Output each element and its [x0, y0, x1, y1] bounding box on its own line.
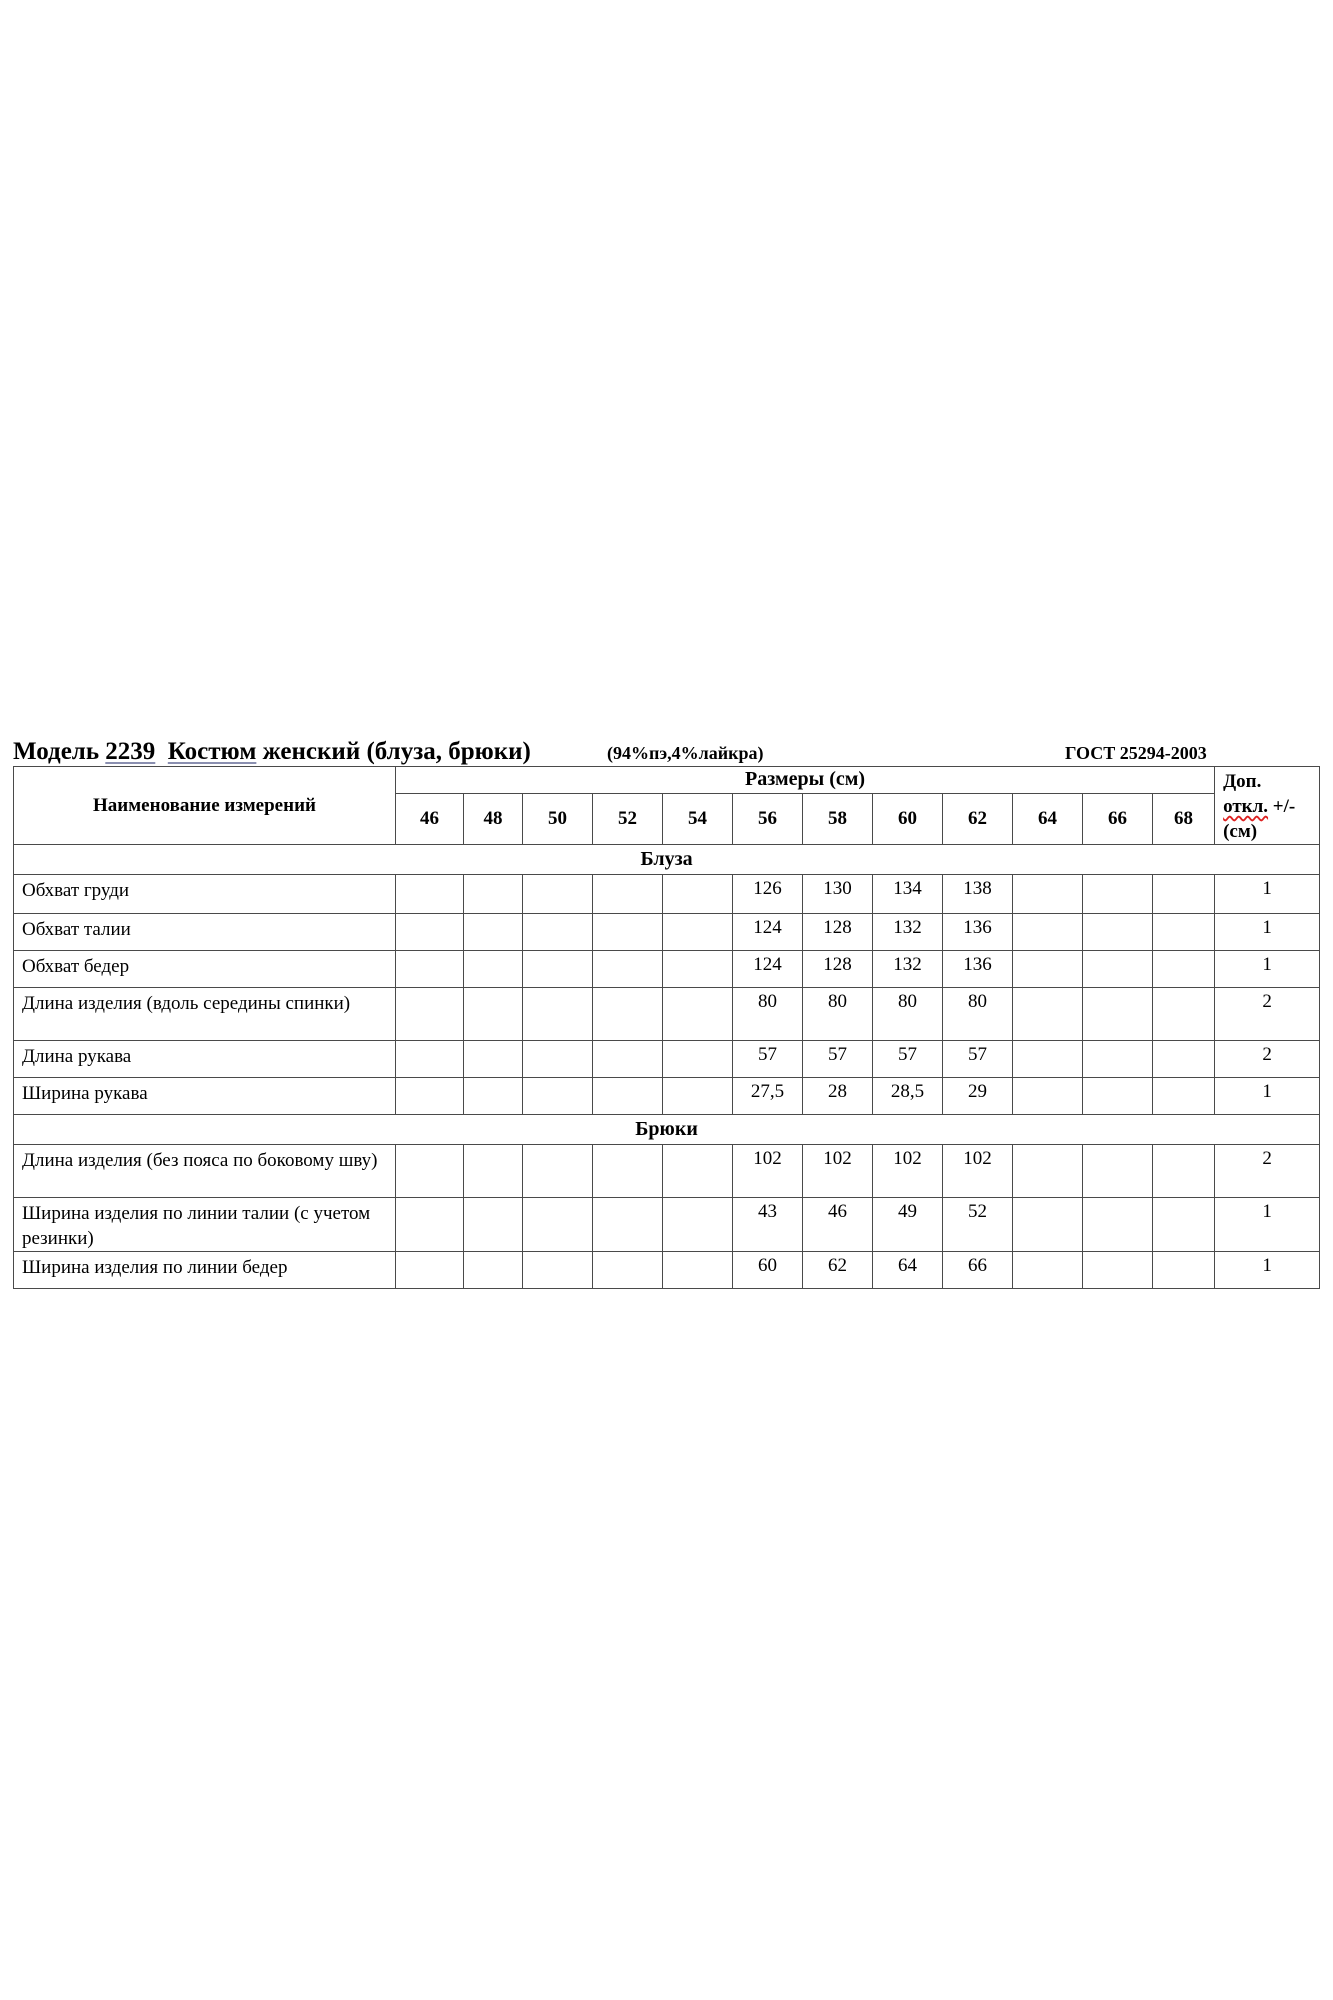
measurement-name: Обхват бедер [14, 951, 396, 988]
tolerance-value: 1 [1215, 1078, 1320, 1115]
size-value-58: 128 [803, 914, 873, 951]
table-row [14, 1145, 1320, 1198]
size-value-58: 102 [803, 1145, 873, 1198]
size-value-54 [663, 1198, 733, 1252]
size-header-62: 62 [943, 793, 1013, 844]
product-name: Костюм [167, 738, 257, 765]
size-value-68 [1153, 951, 1215, 988]
measurement-name-header: Наименование измерений [14, 767, 396, 845]
table-row [14, 1041, 1320, 1078]
size-value-54 [663, 988, 733, 1041]
size-value-46 [396, 988, 464, 1041]
size-value-54 [663, 914, 733, 951]
gost-standard: ГОСТ 25294-2003 [1065, 743, 1207, 763]
size-value-58: 46 [803, 1198, 873, 1252]
size-value-48 [464, 1145, 523, 1198]
size-value-48 [464, 988, 523, 1041]
size-value-68 [1153, 1078, 1215, 1115]
size-value-50 [523, 1078, 593, 1115]
size-value-66 [1083, 1198, 1153, 1252]
size-value-48 [464, 914, 523, 951]
size-value-64 [1013, 1078, 1083, 1115]
table-row [14, 914, 1320, 951]
size-value-48 [464, 1041, 523, 1078]
size-value-56: 27,5 [733, 1078, 803, 1115]
size-value-66 [1083, 988, 1153, 1041]
measurement-name: Длина изделия (вдоль середины спинки) [14, 988, 396, 1041]
size-value-50 [523, 988, 593, 1041]
document-header [13, 738, 1323, 766]
size-value-58: 28 [803, 1078, 873, 1115]
section-row [14, 845, 1320, 875]
size-value-50 [523, 1145, 593, 1198]
measurement-name: Ширина изделия по линии бедер [14, 1252, 396, 1289]
size-value-50 [523, 1252, 593, 1289]
size-value-60: 49 [873, 1198, 943, 1252]
size-value-64 [1013, 988, 1083, 1041]
tolerance-value: 1 [1215, 1198, 1320, 1252]
size-value-48 [464, 1198, 523, 1252]
size-value-48 [464, 1252, 523, 1289]
table-row [14, 1198, 1320, 1252]
size-value-62: 102 [943, 1145, 1013, 1198]
size-header-46: 46 [396, 793, 464, 844]
size-value-54 [663, 1078, 733, 1115]
model-title [13, 738, 531, 766]
size-value-46 [396, 1252, 464, 1289]
tolerance-sign: +/- [1268, 796, 1296, 817]
size-value-52 [593, 1198, 663, 1252]
size-value-66 [1083, 1041, 1153, 1078]
tolerance-value: 1 [1215, 951, 1320, 988]
size-value-68 [1153, 1145, 1215, 1198]
size-value-46 [396, 1198, 464, 1252]
size-header-58: 58 [803, 793, 873, 844]
size-value-50 [523, 1198, 593, 1252]
section-row [14, 1115, 1320, 1145]
measurement-name: Ширина изделия по линии талии (с учетом резинки) [14, 1198, 396, 1252]
size-value-50 [523, 951, 593, 988]
size-value-60: 132 [873, 951, 943, 988]
size-header-60: 60 [873, 793, 943, 844]
table-row [14, 1252, 1320, 1289]
tolerance-word: откл. [1223, 796, 1269, 817]
size-value-58: 130 [803, 875, 873, 914]
table-row [14, 875, 1320, 914]
size-value-60: 28,5 [873, 1078, 943, 1115]
size-value-60: 132 [873, 914, 943, 951]
size-value-66 [1083, 875, 1153, 914]
measurement-name: Ширина рукава [14, 1078, 396, 1115]
size-value-56: 124 [733, 914, 803, 951]
size-value-68 [1153, 1252, 1215, 1289]
size-header-54: 54 [663, 793, 733, 844]
size-value-52 [593, 951, 663, 988]
size-header-50: 50 [523, 793, 593, 844]
size-value-52 [593, 1041, 663, 1078]
size-value-62: 136 [943, 914, 1013, 951]
size-value-62: 136 [943, 951, 1013, 988]
size-value-68 [1153, 1198, 1215, 1252]
measurement-name: Длина изделия (без пояса по боковому шву) [14, 1145, 396, 1198]
size-value-66 [1083, 951, 1153, 988]
size-value-68 [1153, 988, 1215, 1041]
size-header-66: 66 [1083, 793, 1153, 844]
size-value-58: 62 [803, 1252, 873, 1289]
size-value-60: 57 [873, 1041, 943, 1078]
tolerance-line1: Доп. [1223, 771, 1262, 792]
size-value-52 [593, 988, 663, 1041]
size-value-48 [464, 875, 523, 914]
tolerance-value: 2 [1215, 1041, 1320, 1078]
size-value-54 [663, 1041, 733, 1078]
measurement-name: Обхват груди [14, 875, 396, 914]
size-value-64 [1013, 1145, 1083, 1198]
size-value-50 [523, 1041, 593, 1078]
size-value-46 [396, 951, 464, 988]
size-value-52 [593, 914, 663, 951]
size-value-46 [396, 1041, 464, 1078]
size-header-48: 48 [464, 793, 523, 844]
table-row [14, 988, 1320, 1041]
size-value-68 [1153, 875, 1215, 914]
size-value-56: 57 [733, 1041, 803, 1078]
size-value-54 [663, 1252, 733, 1289]
tolerance-header [1215, 767, 1320, 845]
size-value-46 [396, 914, 464, 951]
title-separator [155, 738, 168, 765]
size-value-60: 80 [873, 988, 943, 1041]
size-value-52 [593, 1145, 663, 1198]
table-row [14, 1078, 1320, 1115]
size-value-62: 66 [943, 1252, 1013, 1289]
size-value-62: 138 [943, 875, 1013, 914]
size-value-56: 80 [733, 988, 803, 1041]
size-value-50 [523, 914, 593, 951]
size-value-56: 43 [733, 1198, 803, 1252]
tolerance-value: 2 [1215, 1145, 1320, 1198]
title-prefix: Модель [13, 738, 106, 765]
size-value-58: 80 [803, 988, 873, 1041]
size-value-64 [1013, 951, 1083, 988]
size-value-54 [663, 875, 733, 914]
section-title: Блуза [14, 845, 1320, 875]
size-value-66 [1083, 914, 1153, 951]
size-value-62: 57 [943, 1041, 1013, 1078]
size-value-66 [1083, 1252, 1153, 1289]
size-value-64 [1013, 875, 1083, 914]
size-value-64 [1013, 1041, 1083, 1078]
size-value-68 [1153, 1041, 1215, 1078]
size-value-62: 80 [943, 988, 1013, 1041]
size-value-64 [1013, 1198, 1083, 1252]
size-value-62: 29 [943, 1078, 1013, 1115]
tolerance-value: 1 [1215, 1252, 1320, 1289]
size-value-50 [523, 875, 593, 914]
table-row [14, 951, 1320, 988]
size-value-64 [1013, 1252, 1083, 1289]
size-value-52 [593, 1252, 663, 1289]
size-value-60: 64 [873, 1252, 943, 1289]
fabric-composition: (94%пэ,4%лайкра) [607, 743, 764, 763]
size-value-46 [396, 1078, 464, 1115]
size-value-54 [663, 1145, 733, 1198]
size-value-60: 102 [873, 1145, 943, 1198]
measurements-table [13, 766, 1320, 1289]
size-header-64: 64 [1013, 793, 1083, 844]
tolerance-unit: (см) [1223, 821, 1258, 842]
product-description: женский (блуза, брюки) [256, 738, 531, 765]
size-value-58: 128 [803, 951, 873, 988]
size-header-52: 52 [593, 793, 663, 844]
size-value-66 [1083, 1145, 1153, 1198]
section-title: Брюки [14, 1115, 1320, 1145]
size-value-66 [1083, 1078, 1153, 1115]
size-value-52 [593, 1078, 663, 1115]
tolerance-value: 2 [1215, 988, 1320, 1041]
size-value-56: 60 [733, 1252, 803, 1289]
size-value-46 [396, 875, 464, 914]
size-value-56: 124 [733, 951, 803, 988]
size-value-58: 57 [803, 1041, 873, 1078]
size-header-68: 68 [1153, 793, 1215, 844]
size-value-68 [1153, 914, 1215, 951]
size-value-46 [396, 1145, 464, 1198]
size-value-60: 134 [873, 875, 943, 914]
size-value-56: 102 [733, 1145, 803, 1198]
tolerance-value: 1 [1215, 914, 1320, 951]
size-value-62: 52 [943, 1198, 1013, 1252]
measurement-name: Длина рукава [14, 1041, 396, 1078]
tolerance-value: 1 [1215, 875, 1320, 914]
sizes-header: Размеры (см) [396, 767, 1215, 794]
measurements-body [14, 845, 1320, 1289]
size-value-54 [663, 951, 733, 988]
size-value-56: 126 [733, 875, 803, 914]
size-header-56: 56 [733, 793, 803, 844]
size-value-64 [1013, 914, 1083, 951]
size-value-48 [464, 951, 523, 988]
model-number: 2239 [105, 738, 156, 765]
measurement-name: Обхват талии [14, 914, 396, 951]
size-value-52 [593, 875, 663, 914]
size-value-48 [464, 1078, 523, 1115]
